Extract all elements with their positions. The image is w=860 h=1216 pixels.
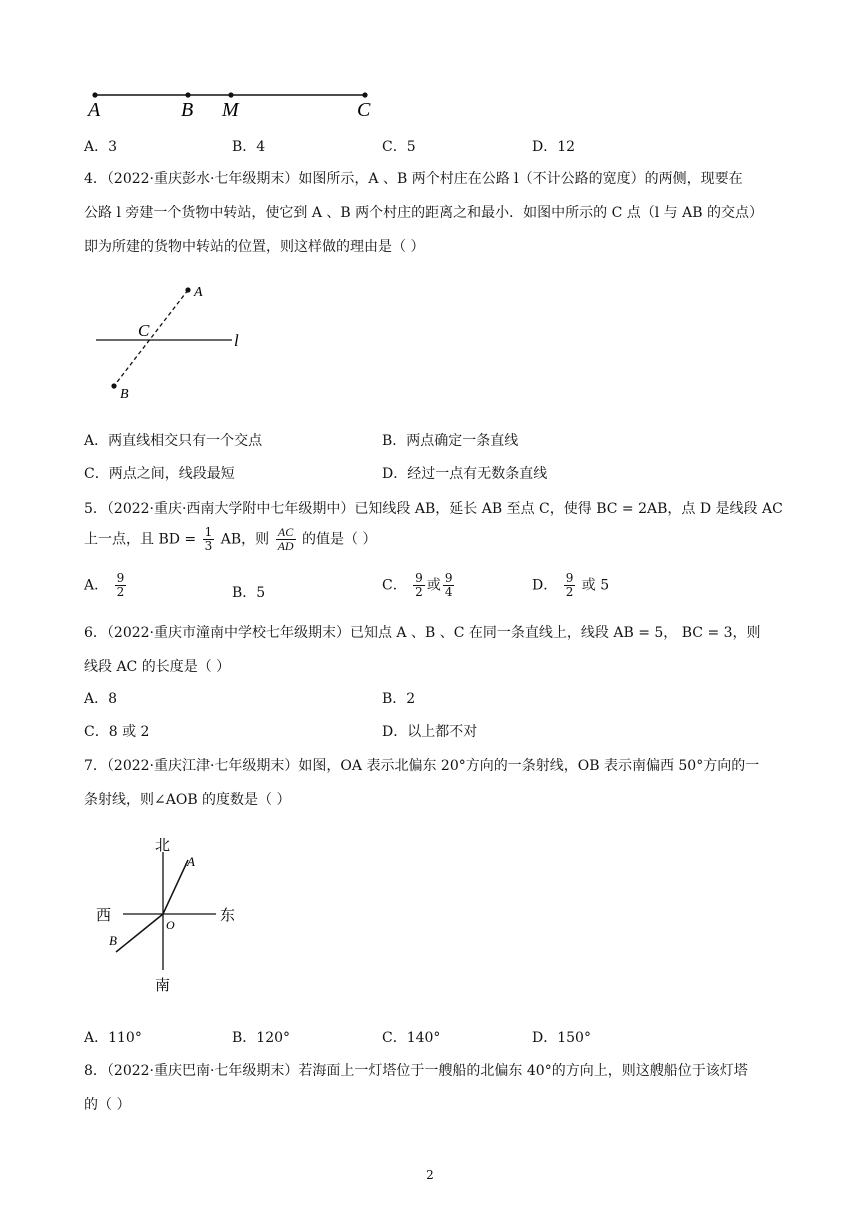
ray-label-a: A	[187, 854, 195, 869]
ray-label-b: B	[109, 933, 117, 948]
fraction-ac-over-ad	[276, 526, 296, 553]
frac-den: 3	[204, 539, 213, 553]
frac-den: AD	[277, 539, 294, 553]
q8-stem-line2: 的（ ）	[84, 1097, 131, 1113]
q6-option-c: C．8 或 2	[84, 724, 150, 740]
compass-east-label: 东	[220, 908, 236, 924]
compass-direction-figure	[84, 830, 264, 1000]
compass-west-label: 西	[96, 908, 112, 924]
q5-stem-line2	[84, 526, 376, 553]
q4-stem-line2: 公路 l 旁建一个货物中转站，使它到 A 、B 两个村庄的距离之和最小．如图中所示的 C 点（l 与 AB 的交点）	[84, 205, 763, 221]
frac-den: 2	[565, 585, 574, 599]
q3-option-d: D．12	[532, 139, 576, 155]
q3-option-a: A．3	[84, 139, 118, 155]
option-suffix: 或 5	[581, 577, 610, 594]
q3-option-c: C．5	[382, 139, 416, 155]
compass-south-label: 南	[155, 978, 171, 994]
page-number: 2	[426, 1168, 434, 1182]
point-label-m: M	[222, 99, 239, 121]
segment-figure-abmc	[84, 84, 384, 124]
frac-den: 2	[415, 585, 423, 599]
frac-num: 1	[204, 525, 213, 539]
option-label: C．	[382, 577, 407, 594]
compass-north-label: 北	[155, 838, 171, 854]
q3-option-b: B．4	[232, 139, 266, 155]
q5-line2-post: 的值是（ ）	[302, 531, 377, 548]
q5-stem-line1: 5．（2022·重庆·西南大学附中七年级期中）已知线段 AB，延长 AB 至点 C，使得 BC = 2AB，点 D 是线段 AC	[84, 501, 783, 517]
q7-option-b: B．120°	[232, 1030, 291, 1046]
q7-stem-line1: 7．（2022·重庆江津·七年级期末）如图，OA 表示北偏东 20°方向的一条射线，OB 表示南偏西 50°方向的一	[84, 758, 760, 774]
q6-stem-line2: 线段 AC 的长度是（ ）	[84, 659, 231, 675]
q6-option-b: B．2	[382, 691, 416, 707]
q5-option-b: B．5	[232, 585, 266, 601]
frac-num: 9	[415, 571, 423, 585]
q4-stem-line1: 4．（2022·重庆彭水·七年级期末）如图所示，A 、B 两个村庄在公路 l（不计公路的宽度）的两侧，现要在	[84, 171, 743, 187]
q5-line2-mid: AB，则	[220, 531, 270, 548]
point-label-c: C	[357, 99, 371, 121]
frac-num: 9	[116, 571, 125, 585]
q4-option-a: A．两直线相交只有一个交点	[84, 433, 263, 449]
fraction-nine-halves	[413, 572, 425, 599]
station-label-c: C	[138, 321, 150, 340]
option-label: A．	[84, 577, 109, 594]
q7-option-d: D．150°	[532, 1030, 591, 1046]
q7-option-a: A．110°	[84, 1030, 142, 1046]
q4-stem-line3: 即为所建的货物中转站的位置，则这样做的理由是（ ）	[84, 239, 425, 255]
point-label-a: A	[88, 99, 101, 121]
village-label-b: B	[120, 387, 129, 402]
q7-option-c: C．140°	[382, 1030, 441, 1046]
q5-line2-pre: 上一点，且 BD =	[84, 531, 197, 548]
origin-label-o: O	[166, 918, 175, 932]
fraction-nine-halves	[564, 572, 576, 599]
q5-option-d	[532, 572, 609, 599]
q4-option-d: D．经过一点有无数条直线	[382, 466, 548, 482]
fraction-nine-halves	[115, 572, 127, 599]
option-label: D．	[532, 577, 558, 594]
q6-option-d: D．以上都不对	[382, 724, 478, 740]
point-label-b: B	[181, 99, 194, 121]
q6-option-a: A．8	[84, 691, 118, 707]
q4-option-b: B．两点确定一条直线	[382, 433, 519, 449]
village-road-figure	[84, 276, 264, 406]
q4-option-c: C．两点之间，线段最短	[84, 466, 235, 482]
frac-num: 9	[565, 571, 574, 585]
frac-den: 4	[444, 585, 453, 599]
q5-option-a	[84, 572, 128, 599]
q6-stem-line1: 6．（2022·重庆市潼南中学校七年级期末）已知点 A 、B 、C 在同一条直线上，线段 AB = 5， BC = 3，则	[84, 625, 761, 641]
q5-option-c	[382, 572, 456, 599]
frac-num: 9	[444, 571, 453, 585]
village-label-a: A	[194, 285, 203, 300]
fraction-nine-quarters	[443, 572, 455, 599]
frac-num: AC	[276, 526, 296, 540]
road-label-l: l	[234, 331, 239, 350]
or-text: 或	[426, 577, 441, 594]
q8-stem-line1: 8．（2022·重庆巴南·七年级期末）若海面上一灯塔位于一艘船的北偏东 40°的方向上，则这艘船位于该灯塔	[84, 1063, 748, 1079]
fraction-one-third	[203, 526, 215, 553]
frac-den: 2	[116, 585, 125, 599]
q7-stem-line2: 条射线，则∠AOB 的度数是（ ）	[84, 792, 291, 808]
